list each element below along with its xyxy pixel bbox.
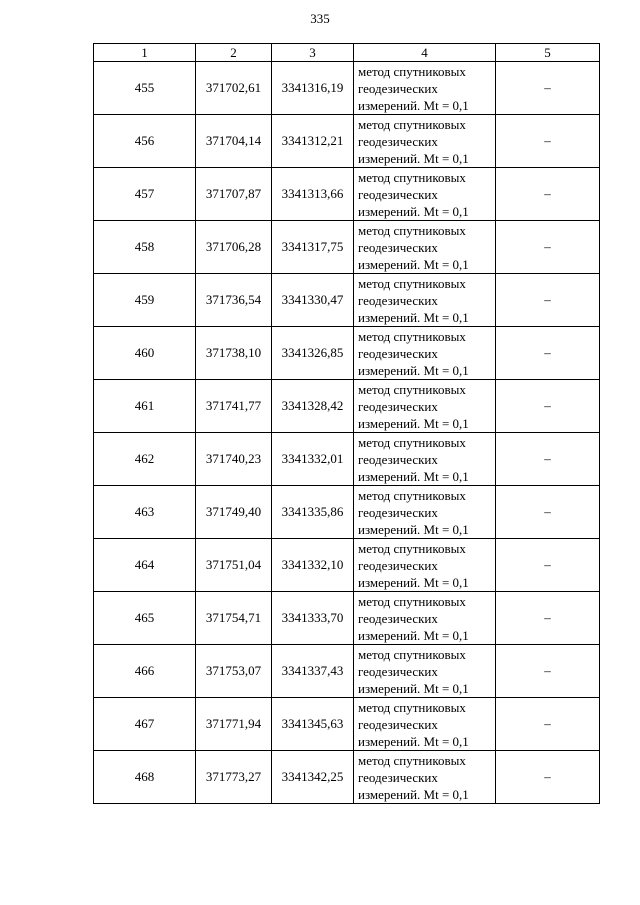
x-coordinate-cell: 371704,14 bbox=[196, 115, 272, 168]
method-line: геодезических bbox=[358, 557, 438, 573]
x-coordinate-cell: 371740,23 bbox=[196, 433, 272, 486]
method-cell bbox=[354, 380, 496, 433]
table-row bbox=[94, 486, 600, 539]
method-line: измерений. Mt = 0,1 bbox=[358, 680, 469, 696]
method-line: измерений. Mt = 0,1 bbox=[358, 256, 469, 272]
y-coordinate-cell: 3341328,42 bbox=[272, 380, 354, 433]
table-row bbox=[94, 433, 600, 486]
method-line: измерений. Mt = 0,1 bbox=[358, 415, 469, 431]
method-line: метод спутниковых bbox=[358, 487, 466, 503]
method-line: метод спутниковых bbox=[358, 169, 466, 185]
point-number-cell: 456 bbox=[94, 115, 196, 168]
point-number-cell: 461 bbox=[94, 380, 196, 433]
table-row bbox=[94, 539, 600, 592]
method-cell bbox=[354, 62, 496, 115]
x-coordinate-cell: 371754,71 bbox=[196, 592, 272, 645]
method-line: измерений. Mt = 0,1 bbox=[358, 309, 469, 325]
method-cell bbox=[354, 274, 496, 327]
table-row bbox=[94, 645, 600, 698]
header-row bbox=[94, 44, 600, 62]
method-line: метод спутниковых bbox=[358, 540, 466, 556]
method-line: измерений. Mt = 0,1 bbox=[358, 786, 469, 802]
y-coordinate-cell: 3341332,10 bbox=[272, 539, 354, 592]
method-line: метод спутниковых bbox=[358, 593, 466, 609]
note-cell: – bbox=[496, 698, 600, 751]
point-number-cell: 466 bbox=[94, 645, 196, 698]
y-coordinate-cell: 3341313,66 bbox=[272, 168, 354, 221]
note-cell: – bbox=[496, 433, 600, 486]
table-row bbox=[94, 751, 600, 804]
point-number-cell: 462 bbox=[94, 433, 196, 486]
method-line: измерений. Mt = 0,1 bbox=[358, 362, 469, 378]
method-cell bbox=[354, 168, 496, 221]
table-row bbox=[94, 274, 600, 327]
method-line: измерений. Mt = 0,1 bbox=[358, 97, 469, 113]
y-coordinate-cell: 3341337,43 bbox=[272, 645, 354, 698]
point-number-cell: 457 bbox=[94, 168, 196, 221]
method-line: геодезических bbox=[358, 663, 438, 679]
x-coordinate-cell: 371736,54 bbox=[196, 274, 272, 327]
table-row bbox=[94, 698, 600, 751]
method-cell bbox=[354, 115, 496, 168]
method-line: геодезических bbox=[358, 239, 438, 255]
method-line: метод спутниковых bbox=[358, 434, 466, 450]
method-cell bbox=[354, 592, 496, 645]
method-cell bbox=[354, 645, 496, 698]
table-row bbox=[94, 115, 600, 168]
note-cell: – bbox=[496, 274, 600, 327]
y-coordinate-cell: 3341317,75 bbox=[272, 221, 354, 274]
note-cell: – bbox=[496, 539, 600, 592]
method-line: метод спутниковых bbox=[358, 222, 466, 238]
point-number-cell: 460 bbox=[94, 327, 196, 380]
method-line: метод спутниковых bbox=[358, 116, 466, 132]
y-coordinate-cell: 3341312,21 bbox=[272, 115, 354, 168]
y-coordinate-cell: 3341330,47 bbox=[272, 274, 354, 327]
header-col-2: 2 bbox=[196, 44, 272, 62]
table-row bbox=[94, 380, 600, 433]
point-number-cell: 459 bbox=[94, 274, 196, 327]
page-number: 335 bbox=[310, 11, 330, 26]
method-line: метод спутниковых bbox=[358, 699, 466, 715]
point-number-cell: 463 bbox=[94, 486, 196, 539]
note-cell: – bbox=[496, 221, 600, 274]
method-line: измерений. Mt = 0,1 bbox=[358, 627, 469, 643]
y-coordinate-cell: 3341316,19 bbox=[272, 62, 354, 115]
method-line: геодезических bbox=[358, 769, 438, 785]
note-cell: – bbox=[496, 486, 600, 539]
method-line: геодезических bbox=[358, 504, 438, 520]
table-row bbox=[94, 168, 600, 221]
x-coordinate-cell: 371741,77 bbox=[196, 380, 272, 433]
method-line: измерений. Mt = 0,1 bbox=[358, 574, 469, 590]
y-coordinate-cell: 3341333,70 bbox=[272, 592, 354, 645]
method-line: геодезических bbox=[358, 345, 438, 361]
note-cell: – bbox=[496, 168, 600, 221]
note-cell: – bbox=[496, 380, 600, 433]
table-row bbox=[94, 221, 600, 274]
point-number-cell: 458 bbox=[94, 221, 196, 274]
y-coordinate-cell: 3341332,01 bbox=[272, 433, 354, 486]
method-cell bbox=[354, 539, 496, 592]
point-number-cell: 468 bbox=[94, 751, 196, 804]
method-line: геодезических bbox=[358, 133, 438, 149]
method-line: метод спутниковых bbox=[358, 63, 466, 79]
point-number-cell: 467 bbox=[94, 698, 196, 751]
x-coordinate-cell: 371771,94 bbox=[196, 698, 272, 751]
method-line: геодезических bbox=[358, 398, 438, 414]
point-number-cell: 465 bbox=[94, 592, 196, 645]
method-line: геодезических bbox=[358, 610, 438, 626]
note-cell: – bbox=[496, 645, 600, 698]
y-coordinate-cell: 3341342,25 bbox=[272, 751, 354, 804]
method-line: метод спутниковых bbox=[358, 381, 466, 397]
method-cell bbox=[354, 751, 496, 804]
header-col-1: 1 bbox=[94, 44, 196, 62]
point-number-cell: 455 bbox=[94, 62, 196, 115]
method-cell bbox=[354, 221, 496, 274]
method-line: метод спутниковых bbox=[358, 275, 466, 291]
method-line: геодезических bbox=[358, 80, 438, 96]
method-line: метод спутниковых bbox=[358, 752, 466, 768]
x-coordinate-cell: 371753,07 bbox=[196, 645, 272, 698]
method-line: геодезических bbox=[358, 186, 438, 202]
method-line: измерений. Mt = 0,1 bbox=[358, 468, 469, 484]
method-line: измерений. Mt = 0,1 bbox=[358, 733, 469, 749]
note-cell: – bbox=[496, 592, 600, 645]
method-cell bbox=[354, 698, 496, 751]
x-coordinate-cell: 371751,04 bbox=[196, 539, 272, 592]
header-col-5: 5 bbox=[496, 44, 600, 62]
x-coordinate-cell: 371773,27 bbox=[196, 751, 272, 804]
method-line: измерений. Mt = 0,1 bbox=[358, 203, 469, 219]
note-cell: – bbox=[496, 62, 600, 115]
y-coordinate-cell: 3341335,86 bbox=[272, 486, 354, 539]
table-row bbox=[94, 62, 600, 115]
x-coordinate-cell: 371702,61 bbox=[196, 62, 272, 115]
method-line: измерений. Mt = 0,1 bbox=[358, 150, 469, 166]
y-coordinate-cell: 3341345,63 bbox=[272, 698, 354, 751]
method-cell bbox=[354, 433, 496, 486]
method-line: метод спутниковых bbox=[358, 328, 466, 344]
point-number-cell: 464 bbox=[94, 539, 196, 592]
header-col-4: 4 bbox=[354, 44, 496, 62]
table-header bbox=[94, 44, 600, 62]
x-coordinate-cell: 371706,28 bbox=[196, 221, 272, 274]
note-cell: – bbox=[496, 115, 600, 168]
y-coordinate-cell: 3341326,85 bbox=[272, 327, 354, 380]
method-cell bbox=[354, 327, 496, 380]
header-col-3: 3 bbox=[272, 44, 354, 62]
note-cell: – bbox=[496, 327, 600, 380]
method-cell bbox=[354, 486, 496, 539]
note-cell: – bbox=[496, 751, 600, 804]
coordinates-table bbox=[93, 43, 600, 804]
x-coordinate-cell: 371749,40 bbox=[196, 486, 272, 539]
method-line: геодезических bbox=[358, 716, 438, 732]
method-line: геодезических bbox=[358, 292, 438, 308]
table-body bbox=[94, 62, 600, 804]
method-line: измерений. Mt = 0,1 bbox=[358, 521, 469, 537]
x-coordinate-cell: 371707,87 bbox=[196, 168, 272, 221]
method-line: геодезических bbox=[358, 451, 438, 467]
table-row bbox=[94, 592, 600, 645]
x-coordinate-cell: 371738,10 bbox=[196, 327, 272, 380]
table-row bbox=[94, 327, 600, 380]
method-line: метод спутниковых bbox=[358, 646, 466, 662]
